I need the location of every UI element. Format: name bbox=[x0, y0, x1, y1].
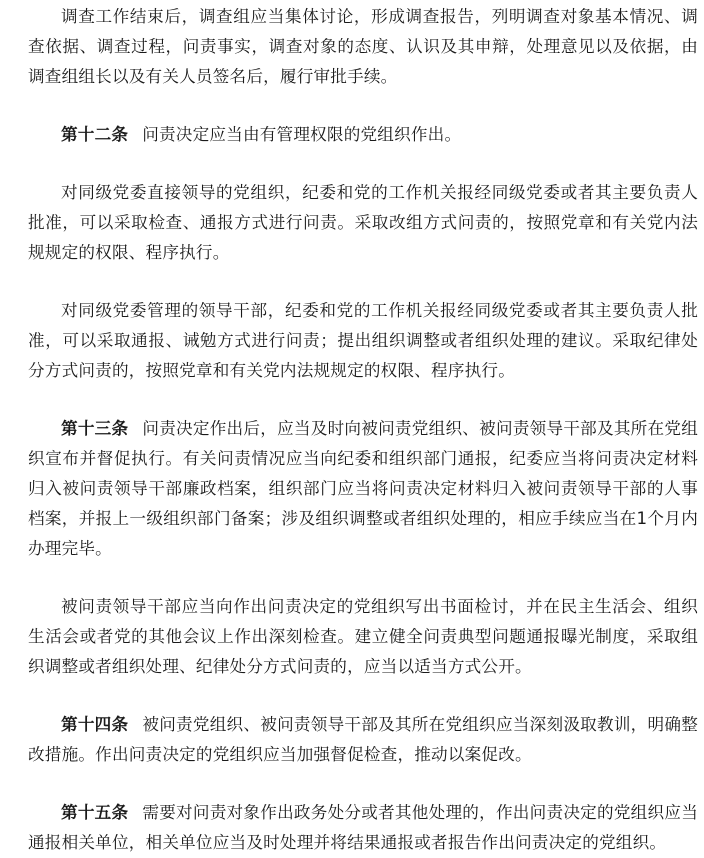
article-text: 问责决定作出后，应当及时向被问责党组织、被问责领导干部及其所在党组织宣布并督促执行。有关问责情况应当向纪委和组织部门通报，纪委应当将问责决定材料归入被问责领导干部廉政档案，组织部门应当将问责决定材料归入被问责领导干部的人事档案，并报上一级组织部门备案；涉及组织调整或者组织处理的，相应手续应当在1个月内办理完毕。 bbox=[28, 419, 698, 558]
paragraph-text: 被问责领导干部应当向作出问责决定的党组织写出书面检讨，并在民主生活会、组织生活会或者党的其他会议上作出深刻检查。建立健全问责典型问题通报曝光制度，采取组织调整或者组织处理、纪律处分方式问责的，应当以适当方式公开。 bbox=[28, 597, 698, 676]
article-text: 问责决定应当由有管理权限的党组织作出。 bbox=[142, 125, 462, 144]
article-number: 第十四条 bbox=[61, 715, 129, 734]
paragraph-text: 对同级党委直接领导的党组织，纪委和党的工作机关报经同级党委或者其主要负责人批准，可以采取检查、通报方式进行问责。采取改组方式问责的，按照党章和有关党内法规规定的权限、程序执行。 bbox=[28, 183, 698, 262]
article-text: 被问责党组织、被问责领导干部及其所在党组织应当深刻汲取教训，明确整改措施。作出问责决定的党组织应当加强督促检查，推动以案促改。 bbox=[28, 715, 698, 764]
article-text: 需要对问责对象作出政务处分或者其他处理的，作出问责决定的党组织应当通报相关单位，相关单位应当及时处理并将结果通报或者报告作出问责决定的党组织。 bbox=[28, 803, 698, 852]
paragraph-leader-accountability bbox=[28, 296, 698, 386]
document-body bbox=[28, 0, 698, 858]
article-number: 第十三条 bbox=[61, 419, 129, 438]
paragraph-text: 对同级党委管理的领导干部，纪委和党的工作机关报经同级党委或者其主要负责人批准，可以采取通报、诫勉方式进行问责；提出组织调整或者组织处理的建议。采取纪律处分方式问责的，按照党章和有关党内法规规定的权限、程序执行。 bbox=[28, 301, 698, 380]
paragraph-party-organization-accountability bbox=[28, 178, 698, 268]
article-12 bbox=[28, 120, 698, 150]
article-number: 第十二条 bbox=[61, 125, 129, 144]
paragraph-investigation-report bbox=[28, 2, 698, 92]
paragraph-written-review bbox=[28, 592, 698, 682]
article-13 bbox=[28, 414, 698, 564]
article-15 bbox=[28, 798, 698, 858]
article-14 bbox=[28, 710, 698, 770]
paragraph-text: 调查工作结束后，调查组应当集体讨论，形成调查报告，列明调查对象基本情况、调查依据、调查过程，问责事实，调查对象的态度、认识及其申辩，处理意见以及依据，由调查组组长以及有关人员签名后，履行审批手续。 bbox=[28, 7, 698, 86]
article-number: 第十五条 bbox=[61, 803, 129, 822]
